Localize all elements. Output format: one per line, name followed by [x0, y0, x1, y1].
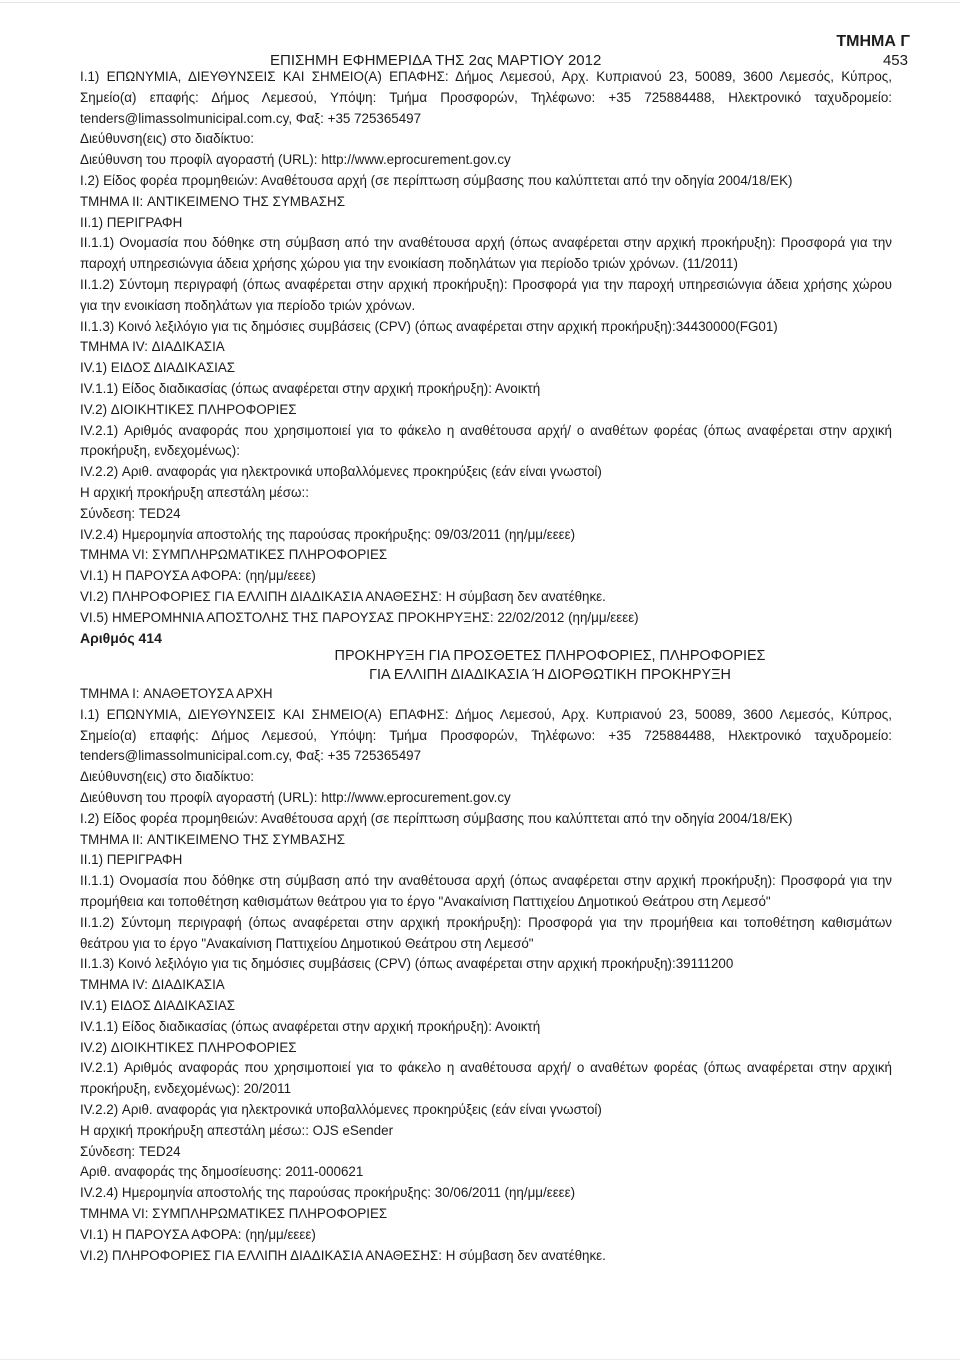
- notice-title-line: ΓΙΑ ΕΛΛΙΠΗ ΔΙΑΔΙΚΑΣΙΑ Ή ΔΙΟΡΘΩΤΙΚΗ ΠΡΟΚΗΡΥΞΗ: [369, 667, 731, 683]
- paragraph: VI.2) ΠΛΗΡΟΦΟΡΙΕΣ ΓΙΑ ΕΛΛΙΠΗ ΔΙΑΔΙΚΑΣΙΑ ΑΝΑΘΕΣΗΣ: Η σύμβαση δεν ανατέθηκε.: [80, 588, 606, 604]
- section-heading: ΤΜΗΜΑ VI: ΣΥΜΠΛΗΡΩΜΑΤΙΚΕΣ ΠΛΗΡΟΦΟΡΙΕΣ: [80, 547, 388, 563]
- paragraph: Διεύθυνση του προφίλ αγοραστή (URL): http://www.eprocurement.gov.cy: [80, 152, 511, 168]
- paragraph: I.2) Είδος φορέα προμηθειών: Αναθέτουσα αρχή (σε περίπτωση σύμβασης που καλύπτεται από την οδηγία 2004/18/ΕΚ): [80, 810, 793, 826]
- paragraph: VI.5) ΗΜΕΡΟΜΗΝΙΑ ΑΠΟΣΤΟΛΗΣ ΤΗΣ ΠΑΡΟΥΣΑΣ ΠΡΟΚΗΡΥΞΗΣ: 22/02/2012 (ηη/μμ/εεεε): [80, 609, 639, 625]
- page-number: 453: [882, 52, 908, 69]
- paragraph: II.1.3) Κοινό λεξιλόγιο για τις δημόσιες συμβάσεις (CPV) (όπως αναφέρεται στην αρχική προκήρυξη):39111200: [80, 956, 734, 972]
- section-heading: IV.2) ΔΙΟΙΚΗΤΙΚΕΣ ΠΛΗΡΟΦΟΡΙΕΣ: [80, 1039, 297, 1055]
- scan-edge-top: [0, 2, 960, 3]
- paragraph: Διεύθυνση(εις) στο διαδίκτυο:: [80, 131, 255, 147]
- scan-edge-bottom: [0, 1359, 960, 1360]
- section-heading: IV.2) ΔΙΟΙΚΗΤΙΚΕΣ ΠΛΗΡΟΦΟΡΙΕΣ: [80, 401, 297, 417]
- section-heading: ΤΜΗΜΑ I: ΑΝΑΘΕΤΟΥΣΑ ΑΡΧΗ: [80, 686, 273, 701]
- paragraph: IV.1.1) Είδος διαδικασίας (όπως αναφέρεται στην αρχική προκήρυξη): Ανοικτή: [80, 1018, 541, 1034]
- paragraph: IV.1.1) Είδος διαδικασίας (όπως αναφέρεται στην αρχική προκήρυξη): Ανοικτή: [80, 380, 541, 396]
- paragraph: IV.2.2) Αριθ. αναφοράς για ηλεκτρονικά υποβαλλόμενες προκηρύξεις (εάν είναι γνωστοί): [80, 464, 602, 480]
- notice-414-body: [80, 684, 892, 1266]
- paragraph: II.1.1) Ονομασία που δόθηκε στη σύμβαση από την αναθέτουσα αρχή (όπως αναφέρεται στην αρχική προκήρυξη): Προσφορά για την προμήθεια και τοποθέτηση καθισμάτων θεάτρου για το έργο "Ανακαίνιση Παττιχείου Δημοτικού Θεάτρου στη Λεμεσό": [80, 873, 892, 909]
- paragraph: I.1) ΕΠΩΝΥΜΙΑ, ΔΙΕΥΘΥΝΣΕΙΣ ΚΑΙ ΣΗΜΕΙΟ(Α) ΕΠΑΦΗΣ: Δήμος Λεμεσού, Αρχ. Κυπριανού 23, 50089, 3600 Λεμεσός, Κύπρος, Σημείο(α) επαφής: Δήμος Λεμεσού, Υπόψη: Τμήμα Προσφορών, Τηλέφωνο: +35 725884488, Ηλεκτρονικό ταχυδρομείο: tenders@limassolmunicipal.com.cy, Φαξ: +35 725365497: [80, 706, 892, 764]
- paragraph: I.1) ΕΠΩΝΥΜΙΑ, ΔΙΕΥΘΥΝΣΕΙΣ ΚΑΙ ΣΗΜΕΙΟ(Α) ΕΠΑΦΗΣ: Δήμος Λεμεσού, Αρχ. Κυπριανού 23, 50089, 3600 Λεμεσός, Κύπρος, Σημείο(α) επαφής: Δήμος Λεμεσού, Υπόψη: Τμήμα Προσφορών, Τηλέφωνο: +35 725884488, Ηλεκτρονικό ταχυδρομείο: tenders@limassolmunicipal.com.cy, Φαξ: +35 725365497: [80, 69, 892, 126]
- paragraph: IV.2.4) Ημερομηνία αποστολής της παρούσας προκήρυξης: 30/06/2011 (ηη/μμ/εεεε): [80, 1185, 576, 1201]
- section-heading: ΤΜΗΜΑ VI: ΣΥΜΠΛΗΡΩΜΑΤΙΚΕΣ ΠΛΗΡΟΦΟΡΙΕΣ: [80, 1205, 388, 1221]
- notice-number: Αριθμός 414: [80, 630, 162, 646]
- paragraph: Η αρχική προκήρυξη απεστάλη μέσω::: [80, 484, 309, 500]
- paragraph: VI.1) Η ΠΑΡΟΥΣΑ ΑΦΟΡΑ: (ηη/μμ/εεεε): [80, 1226, 316, 1242]
- paragraph: Διεύθυνση(εις) στο διαδίκτυο:: [80, 769, 255, 785]
- paragraph: VI.1) Η ΠΑΡΟΥΣΑ ΑΦΟΡΑ: (ηη/μμ/εεεε): [80, 568, 316, 584]
- section-heading: ΤΜΗΜΑ II: ΑΝΤΙΚΕΙΜΕΝΟ ΤΗΣ ΣΥΜΒΑΣΗΣ: [80, 193, 345, 209]
- paragraph: II.1.3) Κοινό λεξιλόγιο για τις δημόσιες συμβάσεις (CPV) (όπως αναφέρεται στην αρχική προκήρυξη):34430000(FG01): [80, 318, 778, 334]
- paragraph: II.1.2) Σύντομη περιγραφή (όπως αναφέρεται στην αρχική προκήρυξη): Προσφορά για την προμήθεια και τοποθέτηση καθισμάτων θεάτρου για το έργο "Ανακαίνιση Παττιχείου Δημοτικού Θεάτρου στη Λεμεσό": [80, 914, 892, 951]
- section-heading: II.1) ΠΕΡΙΓΡΑΦΗ: [80, 852, 183, 868]
- section-heading: ΤΜΗΜΑ IV: ΔΙΑΔΙΚΑΣΙΑ: [80, 977, 225, 993]
- section-heading: II.1) ΠΕΡΙΓΡΑΦΗ: [80, 214, 183, 230]
- section-heading: IV.1) ΕΙΔΟΣ ΔΙΑΔΙΚΑΣΙΑΣ: [80, 360, 236, 376]
- paragraph: IV.2.2) Αριθ. αναφοράς για ηλεκτρονικά υποβαλλόμενες προκηρύξεις (εάν είναι γνωστοί): [80, 1101, 602, 1117]
- paragraph: Η αρχική προκήρυξη απεστάλη μέσω:: OJS eSender: [80, 1122, 394, 1138]
- section-heading: IV.1) ΕΙΔΟΣ ΔΙΑΔΙΚΑΣΙΑΣ: [80, 997, 236, 1013]
- paragraph: Σύνδεση: TED24: [80, 505, 181, 521]
- paragraph: IV.2.1) Αριθμός αναφοράς που χρησιμοποιεί για το φάκελο η αναθέτουσα αρχή/ ο αναθέτων φορέας (όπως αναφέρεται στην αρχική προκήρυξη, ενδεχομένως):: [80, 422, 892, 459]
- paragraph: II.1.2) Σύντομη περιγραφή (όπως αναφέρεται στην αρχική προκήρυξη): Προσφορά για την παροχή υπηρεσιώνγια άδεια χρήσης χώρου για την ενοικίαση ποδηλάτων για περίοδο τριών χρόνων.: [80, 276, 892, 313]
- paragraph: IV.2.1) Αριθμός αναφοράς που χρησιμοποιεί για το φάκελο η αναθέτουσα αρχή/ ο αναθέτων φορέας (όπως αναφέρεται στην αρχική προκήρυξη, ενδεχομένως): 20/2011: [80, 1060, 892, 1097]
- notice-title: [180, 647, 920, 685]
- paragraph: VI.2) ΠΛΗΡΟΦΟΡΙΕΣ ΓΙΑ ΕΛΛΙΠΗ ΔΙΑΔΙΚΑΣΙΑ ΑΝΑΘΕΣΗΣ: Η σύμβαση δεν ανατέθηκε.: [80, 1247, 606, 1263]
- paragraph: IV.2.4) Ημερομηνία αποστολής της παρούσας προκήρυξης: 09/03/2011 (ηη/μμ/εεεε): [80, 526, 576, 542]
- section-label: ΤΜΗΜΑ Γ: [836, 33, 910, 50]
- notice-previous-continuation: [80, 67, 892, 629]
- paragraph: II.1.1) Ονομασία που δόθηκε στη σύμβαση από την αναθέτουσα αρχή (όπως αναφέρεται στην αρχική προκήρυξη): Προσφορά για την παροχή υπηρεσιώνγια άδεια χρήσης χώρου για την ενοικίαση ποδηλάτων για περίοδο τριών χρόνων. (11/2011): [80, 235, 892, 272]
- section-heading: ΤΜΗΜΑ IV: ΔΙΑΔΙΚΑΣΙΑ: [80, 339, 225, 355]
- notice-title-line: ΠΡΟΚΗΡΥΞΗ ΓΙΑ ΠΡΟΣΘΕΤΕΣ ΠΛΗΡΟΦΟΡΙΕΣ, ΠΛΗΡΟΦΟΡΙΕΣ: [334, 648, 766, 664]
- section-heading: ΤΜΗΜΑ II: ΑΝΤΙΚΕΙΜΕΝΟ ΤΗΣ ΣΥΜΒΑΣΗΣ: [80, 831, 345, 847]
- paragraph: Αριθ. αναφοράς της δημοσίευσης: 2011-000621: [80, 1164, 364, 1180]
- gazette-title: ΕΠΙΣΗΜΗ ΕΦΗΜΕΡΙΔΑ ΤΗΣ 2ας ΜΑΡΤΙΟΥ 2012: [270, 52, 602, 69]
- paragraph: I.2) Είδος φορέα προμηθειών: Αναθέτουσα αρχή (σε περίπτωση σύμβασης που καλύπτεται από την οδηγία 2004/18/ΕΚ): [80, 172, 793, 188]
- paragraph: Διεύθυνση του προφίλ αγοραστή (URL): http://www.eprocurement.gov.cy: [80, 789, 511, 805]
- paragraph: Σύνδεση: TED24: [80, 1143, 181, 1159]
